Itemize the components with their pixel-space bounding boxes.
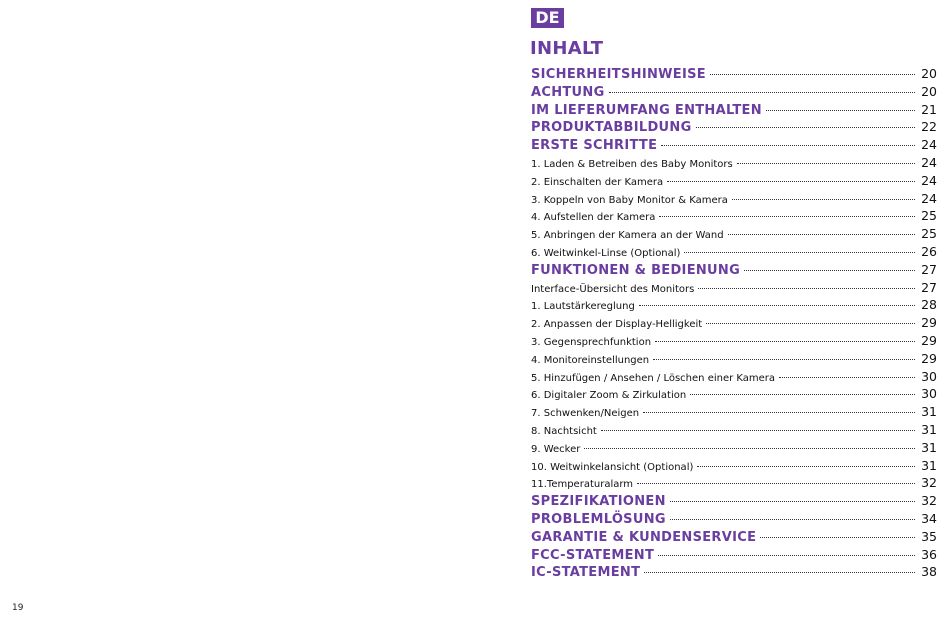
toc-entry-page: 29 — [921, 315, 937, 331]
toc-entry-page: 29 — [921, 350, 937, 366]
dot-leader — [766, 110, 915, 111]
toc-entry-label: IM LIEFERUMFANG ENTHALTEN — [531, 102, 762, 118]
toc-entry-label: 8. Nachtsicht — [531, 425, 597, 437]
dot-leader — [667, 181, 915, 182]
toc-entry[interactable] — [531, 529, 937, 547]
toc-entry-label: 4. Monitoreinstellungen — [531, 354, 650, 366]
toc-entry[interactable] — [531, 173, 937, 191]
dot-leader — [658, 555, 915, 556]
toc-entry[interactable] — [531, 369, 937, 387]
toc-entry-page: 24 — [921, 172, 937, 188]
dot-leader — [653, 359, 915, 360]
toc-entry-label: 5. Hinzufügen / Ansehen / Löschen einer Kamera — [531, 372, 776, 384]
toc-entry-page: 31 — [921, 457, 937, 473]
toc-entry[interactable] — [531, 226, 937, 244]
toc-entry[interactable] — [531, 137, 937, 155]
toc-entry[interactable] — [531, 422, 937, 440]
toc-entry[interactable] — [531, 564, 937, 582]
dot-leader — [696, 127, 915, 128]
toc-entry-page: 31 — [921, 439, 937, 455]
toc-entry[interactable] — [531, 404, 937, 422]
toc-entry-label: 1. Laden & Betreiben des Baby Monitors — [531, 158, 733, 170]
toc-entry[interactable] — [531, 155, 937, 173]
dot-leader — [670, 519, 915, 520]
toc-entry-page: 24 — [921, 137, 937, 153]
toc-entry-label: SPEZIFIKATIONEN — [531, 494, 666, 510]
toc-entry[interactable] — [531, 297, 937, 315]
toc-entry-page: 20 — [921, 83, 937, 99]
toc-entry-page: 28 — [921, 297, 937, 313]
toc-entry[interactable] — [531, 102, 937, 120]
toc-entry-page: 22 — [921, 119, 937, 135]
dot-leader — [710, 74, 915, 75]
dot-leader — [639, 305, 915, 306]
toc-entry[interactable] — [531, 511, 937, 529]
toc-entry[interactable] — [531, 458, 937, 476]
toc-entry[interactable] — [531, 315, 937, 333]
dot-leader — [609, 92, 915, 93]
toc-entry[interactable] — [531, 280, 937, 298]
dot-leader — [684, 252, 915, 253]
toc-entry-label: 6. Weitwinkel-Linse (Optional) — [531, 247, 681, 259]
table-of-contents — [531, 66, 937, 582]
dot-leader — [706, 323, 915, 324]
toc-entry[interactable] — [531, 262, 937, 280]
toc-entry[interactable] — [531, 351, 937, 369]
toc-entry[interactable] — [531, 66, 937, 84]
dot-leader — [637, 483, 915, 484]
toc-entry-page: 25 — [921, 226, 937, 242]
toc-title: INHALT — [530, 38, 604, 59]
toc-entry-label: ERSTE SCHRITTE — [531, 138, 658, 154]
toc-entry-page: 24 — [921, 190, 937, 206]
toc-entry-label: ACHTUNG — [531, 84, 605, 100]
toc-entry-label: SICHERHEITSHINWEISE — [531, 67, 706, 82]
toc-entry[interactable] — [531, 475, 937, 493]
toc-entry-page: 30 — [921, 386, 937, 402]
toc-entry-label: 2. Anpassen der Display-Helligkeit — [531, 319, 703, 331]
toc-entry[interactable] — [531, 191, 937, 209]
dot-leader — [698, 288, 915, 289]
toc-entry-page: 20 — [921, 66, 937, 81]
toc-entry-page: 26 — [921, 243, 937, 259]
toc-entry-label: 6. Digitaler Zoom & Zirkulation — [531, 390, 687, 402]
dot-leader — [760, 537, 915, 538]
toc-entry-label: GARANTIE & KUNDENSERVICE — [531, 529, 757, 545]
dot-leader — [728, 234, 915, 235]
dot-leader — [690, 394, 915, 395]
toc-entry-label: IC-STATEMENT — [531, 565, 641, 581]
toc-entry-label: 5. Anbringen der Kamera an der Wand — [531, 230, 724, 242]
dot-leader — [643, 412, 915, 413]
toc-entry[interactable] — [531, 440, 937, 458]
toc-entry-page: 38 — [921, 564, 937, 580]
toc-entry-page: 24 — [921, 154, 937, 170]
dot-leader — [659, 216, 915, 217]
toc-entry-page: 27 — [921, 261, 937, 277]
toc-entry-label: FCC-STATEMENT — [531, 547, 655, 563]
toc-entry[interactable] — [531, 244, 937, 262]
toc-entry-label: FUNKTIONEN & BEDIENUNG — [531, 262, 741, 278]
toc-entry[interactable] — [531, 84, 937, 102]
toc-entry[interactable] — [531, 333, 937, 351]
toc-entry-label: 9. Wecker — [531, 443, 581, 455]
toc-entry[interactable] — [531, 386, 937, 404]
dot-leader — [779, 377, 915, 378]
toc-entry[interactable] — [531, 547, 937, 565]
toc-entry-label: 11.Temperaturalarm — [531, 479, 634, 491]
language-badge: DE — [531, 8, 564, 28]
dot-leader — [732, 199, 915, 200]
toc-entry[interactable] — [531, 119, 937, 137]
dot-leader — [744, 270, 915, 271]
dot-leader — [601, 430, 915, 431]
dot-leader — [655, 341, 915, 342]
toc-entry-label: 1. Lautstärkereglung — [531, 301, 635, 313]
toc-entry-page: 30 — [921, 368, 937, 384]
toc-entry-label: 4. Aufstellen der Kamera — [531, 212, 656, 224]
page-number: 19 — [12, 603, 24, 613]
toc-entry-label: PRODUKTABBILDUNG — [531, 120, 692, 136]
toc-entry-page: 35 — [921, 528, 937, 544]
toc-entry-page: 32 — [921, 475, 937, 491]
dot-leader — [737, 163, 915, 164]
dot-leader — [644, 572, 915, 573]
dot-leader — [670, 501, 915, 502]
toc-entry-page: 31 — [921, 421, 937, 437]
toc-entry-page: 27 — [921, 279, 937, 295]
toc-entry-page: 34 — [921, 510, 937, 526]
toc-entry-label: 2. Einschalten der Kamera — [531, 176, 664, 188]
toc-entry-page: 36 — [921, 546, 937, 562]
dot-leader — [584, 448, 915, 449]
toc-entry-page: 29 — [921, 332, 937, 348]
toc-entry[interactable] — [531, 208, 937, 226]
toc-entry-label: Interface-Übersicht des Monitors — [531, 283, 695, 295]
toc-entry-label: 3. Gegensprechfunktion — [531, 336, 652, 348]
toc-entry-label: 10. Weitwinkelansicht (Optional) — [531, 461, 694, 473]
toc-entry-page: 31 — [921, 404, 937, 420]
toc-entry-label: 3. Koppeln von Baby Monitor & Kamera — [531, 194, 728, 206]
toc-entry-page: 32 — [921, 493, 937, 509]
toc-entry-label: PROBLEMLÖSUNG — [531, 511, 666, 527]
toc-entry-label: 7. Schwenken/Neigen — [531, 408, 640, 420]
toc-entry[interactable] — [531, 493, 937, 511]
dot-leader — [661, 145, 915, 146]
dot-leader — [697, 466, 915, 467]
toc-entry-page: 21 — [921, 101, 937, 117]
toc-entry-page: 25 — [921, 208, 937, 224]
